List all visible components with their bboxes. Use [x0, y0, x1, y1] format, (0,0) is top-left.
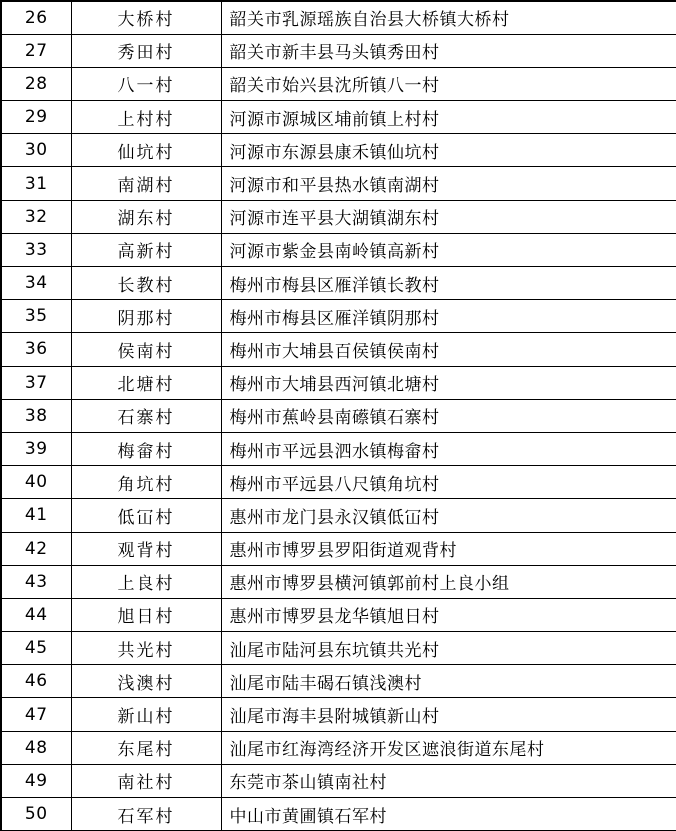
cell-village-name: 仙坑村 — [71, 134, 221, 167]
cell-village-name: 新山村 — [71, 698, 221, 731]
cell-address: 汕尾市海丰县附城镇新山村 — [221, 698, 676, 731]
table-row — [1, 101, 676, 134]
cell-address: 韶关市新丰县马头镇秀田村 — [221, 34, 676, 67]
table-row — [1, 466, 676, 499]
cell-index: 34 — [1, 267, 71, 300]
cell-index: 39 — [1, 432, 71, 465]
cell-index: 40 — [1, 466, 71, 499]
cell-address: 汕尾市陆丰碣石镇浅澳村 — [221, 665, 676, 698]
cell-village-name: 湖东村 — [71, 200, 221, 233]
table-row — [1, 665, 676, 698]
cell-village-name: 南湖村 — [71, 167, 221, 200]
cell-index: 35 — [1, 300, 71, 333]
table-row — [1, 565, 676, 598]
cell-village-name: 高新村 — [71, 233, 221, 266]
cell-index: 49 — [1, 764, 71, 797]
cell-index: 41 — [1, 499, 71, 532]
cell-village-name: 梅畲村 — [71, 432, 221, 465]
cell-village-name: 八一村 — [71, 67, 221, 100]
cell-address: 韶关市乳源瑶族自治县大桥镇大桥村 — [221, 1, 676, 34]
cell-village-name: 旭日村 — [71, 598, 221, 631]
cell-index: 32 — [1, 200, 71, 233]
cell-address: 汕尾市陆河县东坑镇共光村 — [221, 632, 676, 665]
cell-address: 河源市连平县大湖镇湖东村 — [221, 200, 676, 233]
cell-village-name: 侯南村 — [71, 333, 221, 366]
cell-village-name: 角坑村 — [71, 466, 221, 499]
table-row — [1, 333, 676, 366]
cell-address: 中山市黄圃镇石军村 — [221, 798, 676, 831]
cell-address: 惠州市博罗县龙华镇旭日村 — [221, 598, 676, 631]
table-row — [1, 233, 676, 266]
cell-address: 梅州市梅县区雁洋镇长教村 — [221, 267, 676, 300]
cell-village-name: 石军村 — [71, 798, 221, 831]
cell-village-name: 南社村 — [71, 764, 221, 797]
table-row — [1, 134, 676, 167]
cell-village-name: 大桥村 — [71, 1, 221, 34]
cell-address: 河源市和平县热水镇南湖村 — [221, 167, 676, 200]
cell-village-name: 低冚村 — [71, 499, 221, 532]
cell-address: 梅州市大埔县西河镇北塘村 — [221, 366, 676, 399]
table-row — [1, 300, 676, 333]
cell-index: 50 — [1, 798, 71, 831]
cell-address: 惠州市博罗县罗阳街道观背村 — [221, 532, 676, 565]
cell-index: 38 — [1, 399, 71, 432]
cell-village-name: 石寨村 — [71, 399, 221, 432]
cell-index: 33 — [1, 233, 71, 266]
cell-index: 28 — [1, 67, 71, 100]
cell-village-name: 东尾村 — [71, 731, 221, 764]
cell-address: 韶关市始兴县沈所镇八一村 — [221, 67, 676, 100]
cell-village-name: 北塘村 — [71, 366, 221, 399]
cell-index: 46 — [1, 665, 71, 698]
cell-index: 27 — [1, 34, 71, 67]
table-row — [1, 167, 676, 200]
cell-index: 44 — [1, 598, 71, 631]
cell-address: 梅州市梅县区雁洋镇阴那村 — [221, 300, 676, 333]
cell-index: 42 — [1, 532, 71, 565]
cell-index: 31 — [1, 167, 71, 200]
table-row — [1, 366, 676, 399]
cell-index: 36 — [1, 333, 71, 366]
table-row — [1, 200, 676, 233]
cell-village-name: 上良村 — [71, 565, 221, 598]
table-row — [1, 598, 676, 631]
cell-address: 惠州市龙门县永汉镇低冚村 — [221, 499, 676, 532]
cell-village-name: 浅澳村 — [71, 665, 221, 698]
cell-address: 惠州市博罗县横河镇郭前村上良小组 — [221, 565, 676, 598]
cell-village-name: 上村村 — [71, 101, 221, 134]
cell-address: 汕尾市红海湾经济开发区遮浪街道东尾村 — [221, 731, 676, 764]
cell-village-name: 秀田村 — [71, 34, 221, 67]
table-row — [1, 698, 676, 731]
table-row — [1, 67, 676, 100]
table-row — [1, 632, 676, 665]
table-row — [1, 399, 676, 432]
cell-address: 梅州市平远县泗水镇梅畲村 — [221, 432, 676, 465]
table-row — [1, 764, 676, 797]
cell-village-name: 观背村 — [71, 532, 221, 565]
cell-village-name: 阴那村 — [71, 300, 221, 333]
table-body — [1, 1, 676, 831]
table-row — [1, 267, 676, 300]
cell-index: 26 — [1, 1, 71, 34]
cell-index: 43 — [1, 565, 71, 598]
table-row — [1, 1, 676, 34]
cell-index: 45 — [1, 632, 71, 665]
table-row — [1, 532, 676, 565]
cell-address: 河源市东源县康禾镇仙坑村 — [221, 134, 676, 167]
cell-village-name: 长教村 — [71, 267, 221, 300]
table-row — [1, 731, 676, 764]
cell-index: 29 — [1, 101, 71, 134]
table-row — [1, 34, 676, 67]
cell-address: 梅州市大埔县百侯镇侯南村 — [221, 333, 676, 366]
cell-address: 梅州市平远县八尺镇角坑村 — [221, 466, 676, 499]
cell-village-name: 共光村 — [71, 632, 221, 665]
cell-address: 东莞市茶山镇南社村 — [221, 764, 676, 797]
cell-index: 48 — [1, 731, 71, 764]
table-row — [1, 499, 676, 532]
cell-index: 30 — [1, 134, 71, 167]
cell-address: 河源市源城区埔前镇上村村 — [221, 101, 676, 134]
table-row — [1, 798, 676, 831]
table-row — [1, 432, 676, 465]
cell-index: 37 — [1, 366, 71, 399]
cell-index: 47 — [1, 698, 71, 731]
cell-address: 河源市紫金县南岭镇高新村 — [221, 233, 676, 266]
cell-address: 梅州市蕉岭县南礤镇石寨村 — [221, 399, 676, 432]
